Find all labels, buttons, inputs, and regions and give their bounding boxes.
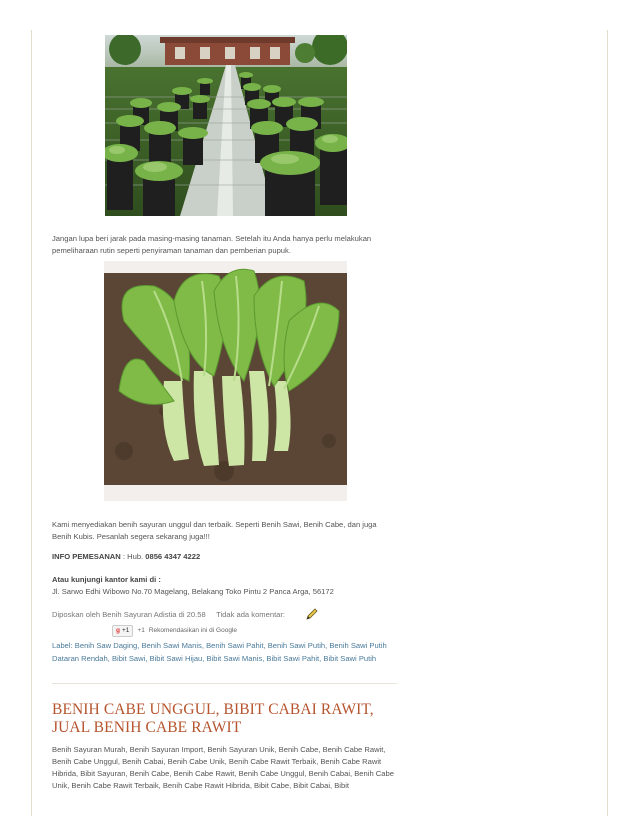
order-sep: : Hub. bbox=[120, 552, 146, 561]
pencil-icon[interactable] bbox=[305, 607, 319, 621]
gplus-count: +1 bbox=[137, 627, 145, 634]
gplus-text: Rekomendasikan ini di Google bbox=[148, 627, 237, 634]
paragraph-offer: Kami menyediakan benih sayuran unggul dan terbaik. Seperti Benih Sawi, Benih Cabe, dan juga Benih Kubis. Pesanlah segera sekarang juga!!! bbox=[52, 520, 377, 541]
order-phone: 0856 4347 4222 bbox=[145, 552, 201, 561]
office-info bbox=[52, 574, 397, 598]
paragraph-spacing-tip: Jangan lupa beri jarak pada masing-masing tanaman. Setelah itu Anda hanya perlu melakukan pemeliharaan rutin seperti penyiraman tanaman dan pemberian pupuk. bbox=[52, 234, 372, 255]
posted-by-link[interactable]: Diposkan oleh Benih Sayuran Adistia di 20.58 bbox=[52, 610, 206, 619]
bok-choy-photo bbox=[104, 261, 347, 501]
office-address: Jl. Sarwo Edhi Wibowo No.70 Magelang, Belakang Toko Pintu 2 Panca Arga, 56172 bbox=[52, 587, 334, 596]
order-label: INFO PEMESANAN bbox=[52, 552, 121, 561]
post-labels[interactable]: Label: Benih Saw Daging, Benih Sawi Manis, Benih Sawi Pahit, Benih Sawi Putih, Benih Sawi Putih Dataran Rendah, Bibit Sawi, Bibit Sawi Hijau, Bibit Sawi Manis, Bibit Sawi Pahit, Bibit Sawi Putih bbox=[52, 641, 387, 663]
post-divider bbox=[52, 683, 397, 684]
page-border-right bbox=[607, 30, 608, 816]
post-footer bbox=[52, 610, 285, 619]
post-body: Benih Sayuran Murah, Benih Sayuran Import, Benih Sayuran Unik, Benih Cabe, Benih Cabe Rawit, Benih Cabe Unggul, Benih Cabai, Benih Cabe Unik, Benih Cabe Rawit Terbaik, Benih Cabe Rawit Hibrida, Bibit Sayuran, Benih Cabe, Benih Cabe Rawit, Benih Cabe Unggul, Benih Cabai, Benih Cabe Unik, Benih Cabe Rawit Terbaik, Benih Cabe Rawit Hibrida, Bibit Cabe, Bibit Cabai, Bibit bbox=[52, 745, 394, 790]
gplus-button[interactable]: g +1 bbox=[112, 625, 133, 637]
page-border-left bbox=[31, 30, 32, 816]
post-title[interactable]: BENIH CABE UNGGUL, BIBIT CABAI RAWIT, JUAL BENIH CABE RAWIT bbox=[52, 701, 374, 736]
office-label: Atau kunjungi kantor kami di : bbox=[52, 575, 161, 584]
gplus-widget bbox=[112, 625, 237, 636]
nursery-photo bbox=[105, 35, 347, 216]
order-info bbox=[52, 551, 397, 563]
comments-link[interactable]: Tidak ada komentar: bbox=[216, 610, 286, 619]
